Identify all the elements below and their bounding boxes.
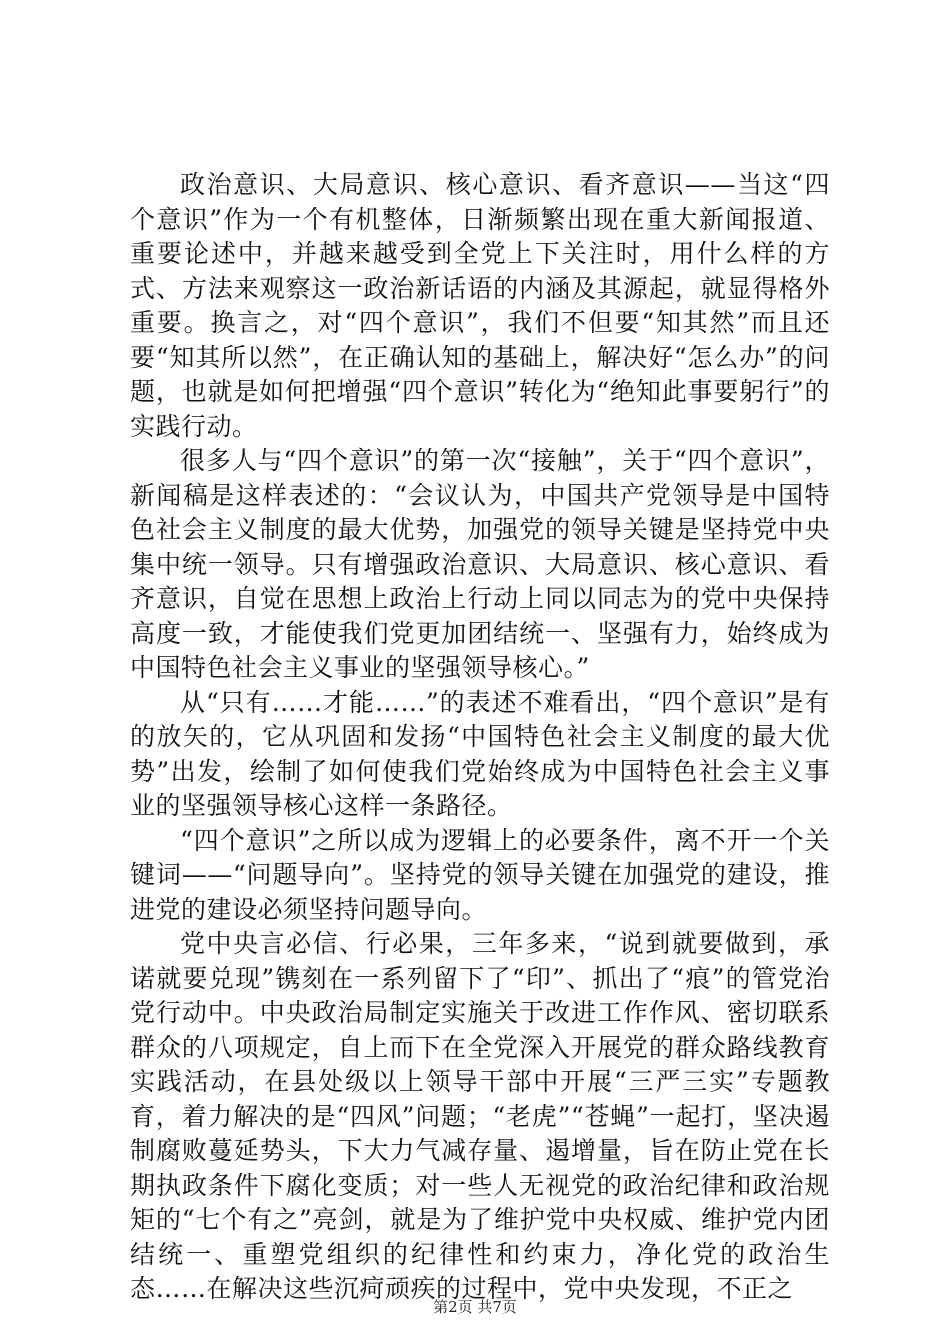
paragraph-1: 政治意识、大局意识、核心意识、看齐意识——当这“四个意识”作为一个有机整体，日渐频繁出现在重大新闻报道、重要论述中，并越来越受到全党上下关注时，用什么样的方式、方法来观察这一政治新话语的内涵及其源起，就显得格外重要。换言之，对“四个意识”，我们不但要“知其然”而且还要“知其所以然”，在正确认知的基础上，解决好“怎么办”的问题，也就是如何把增强“四个意识”转化为“绝知此事要躬行”的实践行动。 bbox=[130, 170, 830, 441]
paragraph-4: “四个意识”之所以成为逻辑上的必要条件，离不开一个关键词——“问题导向”。坚持党的领导关键在加强党的建设，推进党的建设必须坚持问题导向。 bbox=[130, 825, 830, 924]
body-text bbox=[130, 168, 830, 1307]
paragraph-3: 从“只有……才能……”的表述不难看出，“四个意识”是有的放矢的，它从巩固和发扬“中国特色社会主义制度的最大优势”出发，绘制了如何使我们党始终成为中国特色社会主义事业的坚强领导核心这样一条路径。 bbox=[130, 687, 830, 820]
page-number-footer: 第2页 共7页 bbox=[433, 1298, 517, 1316]
paragraph-5: 党中央言必信、行必果，三年多来，“说到就要做到，承诺就要兑现”镌刻在一系列留下了“印”、抓出了“痕”的管党治党行动中。中央政治局制定实施关于改进工作作风、密切联系群众的八项规定，自上而下在全党深入开展党的群众路线教育实践活动，在县处级以上领导干部中开展“三严三实”专题教育，着力解决的是“四风”问题；“老虎”“苍蝇”一起打，坚决遏制腐败蔓延势头，下大力气减存量、遏增量，旨在防止党在长期执政条件下腐化变质；对一些人无视党的政治纪律和政治规矩的“七个有之”亮剑，就是为了维护党中央权威、维护党内团结统一、重塑党组织的纪律性和约束力，净化党的政治生态……在解决这些沉疴顽疾的过程中，党中央发现，不正之 bbox=[130, 929, 830, 1303]
paragraph-2: 很多人与“四个意识”的第一次“接触”，关于“四个意识”，新闻稿是这样表述的：“会议认为，中国共产党领导是中国特色社会主义制度的最大优势，加强党的领导关键是坚持党中央集中统一领导。只有增强政治意识、大局意识、核心意识、看齐意识，自觉在思想上政治上行动上同以同志为的党中央保持高度一致，才能使我们党更加团结统一、坚强有力，始终成为中国特色社会主义事业的坚强领导核心。” bbox=[130, 446, 830, 682]
